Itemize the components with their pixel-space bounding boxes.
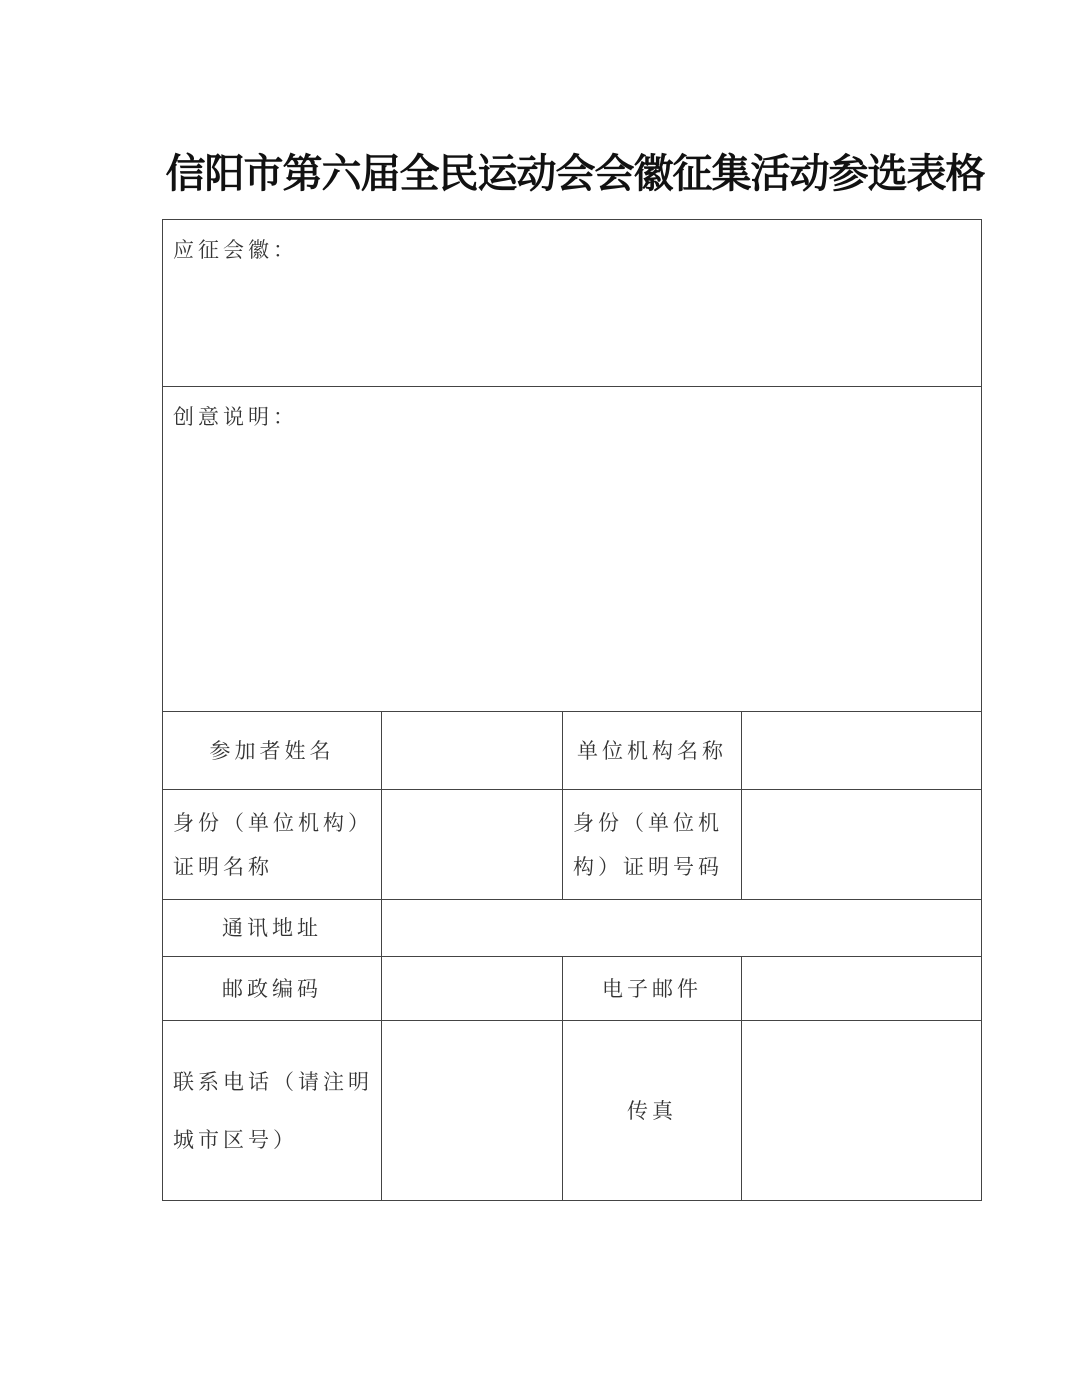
address-field[interactable] — [382, 900, 982, 957]
submission-form-table — [162, 219, 982, 1201]
email-label: 电子邮件 — [563, 957, 742, 1021]
email-field[interactable] — [742, 957, 982, 1021]
id-doc-name-label: 身份（单位机构）证明名称 — [163, 790, 382, 900]
fax-field[interactable] — [742, 1021, 982, 1201]
postal-code-label: 邮政编码 — [163, 957, 382, 1021]
emblem-label: 应征会徽： — [173, 238, 298, 262]
organization-name-field[interactable] — [742, 712, 982, 790]
id-doc-number-label: 身份（单位机构）证明号码 — [563, 790, 742, 900]
participant-name-field[interactable] — [382, 712, 563, 790]
address-label: 通讯地址 — [163, 900, 382, 957]
id-doc-number-field[interactable] — [742, 790, 982, 900]
concept-field[interactable] — [163, 387, 982, 712]
phone-label: 联系电话（请注明城市区号） — [163, 1021, 382, 1201]
organization-name-label: 单位机构名称 — [563, 712, 742, 790]
participant-name-label: 参加者姓名 — [163, 712, 382, 790]
page-title: 信阳市第六届全民运动会会徽征集活动参选表格 — [165, 150, 985, 197]
fax-label: 传真 — [563, 1021, 742, 1201]
concept-label: 创意说明： — [173, 405, 298, 429]
postal-code-field[interactable] — [382, 957, 563, 1021]
emblem-field[interactable] — [163, 220, 982, 387]
id-doc-name-field[interactable] — [382, 790, 563, 900]
phone-field[interactable] — [382, 1021, 563, 1201]
